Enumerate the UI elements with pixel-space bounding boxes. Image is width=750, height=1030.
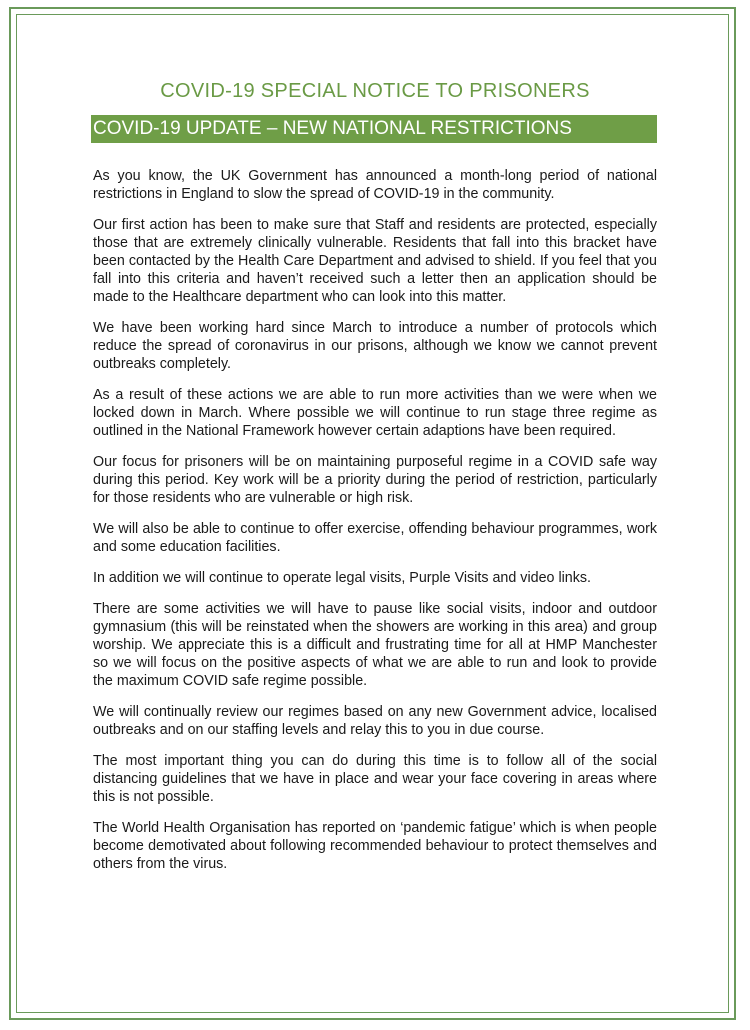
paragraph-10: The most important thing you can do during this time is to follow all of the social distancing guidelines that we have in place and wear your face covering in areas where this is not possible.: [93, 753, 657, 805]
paragraph-3: We have been working hard since March to introduce a number of protocols which reduce the spread of coronavirus in our prisons, although we know we cannot prevent outbreaks completely.: [93, 320, 657, 372]
update-banner: COVID-19 UPDATE – NEW NATIONAL RESTRICTIONS: [91, 115, 657, 143]
paragraph-11: The World Health Organisation has reported on ‘pandemic fatigue’ which is when people become demotivated about following recommended behaviour to protect themselves and others from the virus.: [93, 820, 657, 872]
paragraph-4: As a result of these actions we are able to run more activities than we were when we locked down in March. Where possible we will continue to run stage three regime as outlined in the National Framework however certain adaptions have been required.: [93, 387, 657, 439]
paragraph-7: In addition we will continue to operate legal visits, Purple Visits and video links.: [93, 570, 592, 586]
paragraph-8: There are some activities we will have to pause like social visits, indoor and outdoor gymnasium (this will be reinstated when the showers are working in this area) and group worship. We appreciate this is a difficult and frustrating time for all at HMP Manchester so we will focus on the positive aspects of what we are able to run and look to provide the maximum COVID safe regime possible.: [93, 601, 657, 689]
paragraph-9: We will continually review our regimes based on any new Government advice, localised outbreaks and on our staffing levels and relay this to you in due course.: [93, 704, 657, 738]
notice-body: [93, 167, 657, 886]
paragraph-6: We will also be able to continue to offer exercise, offending behaviour programmes, work and some education facilities.: [93, 521, 657, 555]
notice-title: COVID-19 SPECIAL NOTICE TO PRISONERS: [160, 80, 590, 102]
paragraph-2: Our first action has been to make sure that Staff and residents are protected, especially those that are extremely clinically vulnerable. Residents that fall into this bracket have been contacted by the Health Care Department and advised to shield. If you feel that you fall into this criteria and haven’t received such a letter then an application should be made to the Healthcare department who can look into this matter.: [93, 217, 657, 305]
paragraph-1: As you know, the UK Government has announced a month-long period of national restrictions in England to slow the spread of COVID-19 in the community.: [93, 168, 657, 202]
paragraph-5: Our focus for prisoners will be on maintaining purposeful regime in a COVID safe way during this period. Key work will be a priority during the period of restriction, particularly for those residents who are vulnerable or high risk.: [93, 454, 657, 506]
